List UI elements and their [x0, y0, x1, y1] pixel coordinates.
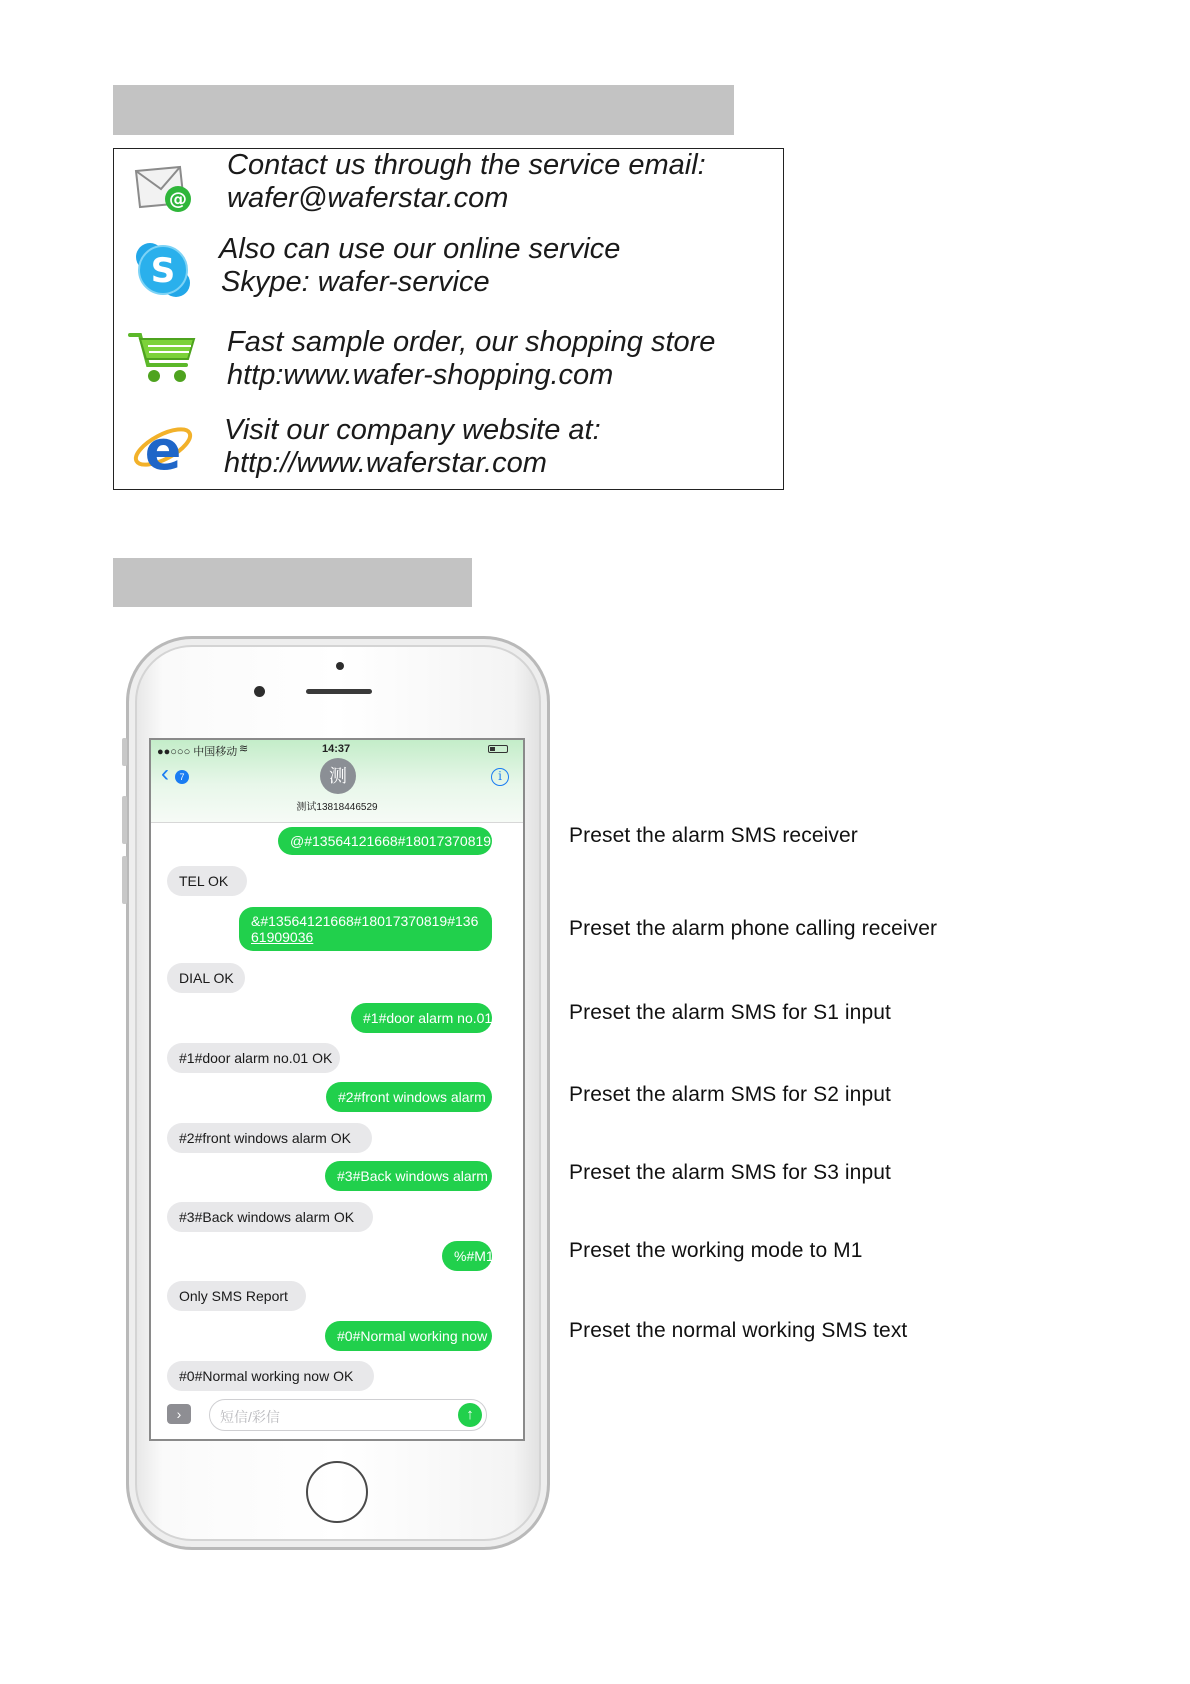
skype-id: Skype: wafer-service — [221, 266, 490, 298]
shopping-cart-icon — [128, 329, 198, 387]
note-sms-receiver: Preset the alarm SMS receiver — [569, 824, 858, 847]
send-arrow-icon[interactable]: ↑ — [458, 1403, 482, 1427]
volume-down-button — [122, 856, 127, 904]
message-bubble-incoming: #1#door alarm no.01 OK — [167, 1043, 340, 1073]
contact-info-box — [113, 148, 784, 490]
back-chevron-icon[interactable]: ‹ — [161, 760, 169, 787]
note-s1-input: Preset the alarm SMS for S1 input — [569, 1001, 891, 1024]
contact-name[interactable]: 测试13818446529 — [296, 802, 378, 813]
status-carrier: ●●○○○ 中国移动 — [157, 746, 238, 758]
home-button[interactable] — [306, 1461, 368, 1523]
info-icon[interactable]: i — [491, 768, 509, 786]
message-bubble-incoming: #2#front windows alarm OK — [167, 1123, 372, 1153]
note-calling-receiver: Preset the alarm phone calling receiver — [569, 917, 938, 940]
message-input[interactable] — [209, 1399, 487, 1431]
contact-section-header-bar — [113, 85, 734, 135]
skype-text-line1: Also can use our online service — [219, 233, 621, 265]
demo-section-header-bar — [113, 558, 472, 607]
email-text-line1: Contact us through the service email: — [227, 149, 706, 181]
shop-text-line1: Fast sample order, our shopping store — [227, 326, 716, 358]
message-bubble-outgoing: &#13564121668#18017370819#136 61909036 — [239, 907, 492, 951]
message-bubble-outgoing: #1#door alarm no.01 — [351, 1003, 492, 1033]
proximity-sensor — [336, 662, 344, 670]
apps-expand-button[interactable]: › — [167, 1404, 191, 1424]
internet-explorer-icon — [130, 417, 196, 481]
volume-up-button — [122, 796, 127, 844]
contact-avatar[interactable]: 测 — [320, 758, 356, 794]
website-url[interactable]: http://www.waferstar.com — [224, 447, 547, 479]
message-bubble-incoming: TEL OK — [167, 866, 247, 896]
shop-url[interactable]: http:www.wafer-shopping.com — [227, 359, 614, 391]
message-bubble-outgoing: @#13564121668#18017370819 — [278, 827, 492, 855]
message-bubble-incoming: #0#Normal working now OK — [167, 1361, 374, 1391]
unread-badge: 7 — [175, 770, 189, 784]
mute-switch — [122, 738, 127, 766]
skype-icon — [134, 241, 192, 299]
message-bubble-incoming: Only SMS Report — [167, 1281, 306, 1311]
note-s2-input: Preset the alarm SMS for S2 input — [569, 1083, 891, 1106]
earpiece-speaker — [306, 689, 372, 694]
status-time: 14:37 — [322, 743, 351, 755]
wifi-icon: ≋ — [239, 743, 249, 755]
message-bubble-outgoing: #0#Normal working now — [325, 1321, 492, 1351]
svg-text:S: S — [150, 251, 176, 291]
message-bubble-outgoing: #2#front windows alarm — [326, 1082, 492, 1112]
messages-screen — [149, 738, 525, 1441]
email-address[interactable]: wafer@waferstar.com — [227, 182, 509, 214]
front-camera — [254, 686, 265, 697]
message-bubble-incoming: DIAL OK — [167, 963, 245, 993]
input-placeholder: 短信/彩信 — [220, 1409, 280, 1425]
conversation-header — [151, 740, 523, 823]
message-bubble-outgoing: #3#Back windows alarm — [325, 1161, 492, 1191]
web-text-line1: Visit our company website at: — [224, 414, 601, 446]
svg-text:e: e — [144, 419, 182, 481]
note-normal-sms: Preset the normal working SMS text — [569, 1319, 908, 1342]
note-s3-input: Preset the alarm SMS for S3 input — [569, 1161, 891, 1184]
email-icon — [134, 165, 194, 215]
message-bubble-outgoing: %#M1 — [442, 1241, 492, 1271]
message-bubble-incoming: #3#Back windows alarm OK — [167, 1202, 373, 1232]
svg-text:@: @ — [169, 189, 187, 210]
battery-icon — [488, 745, 508, 753]
note-working-mode: Preset the working mode to M1 — [569, 1239, 863, 1262]
